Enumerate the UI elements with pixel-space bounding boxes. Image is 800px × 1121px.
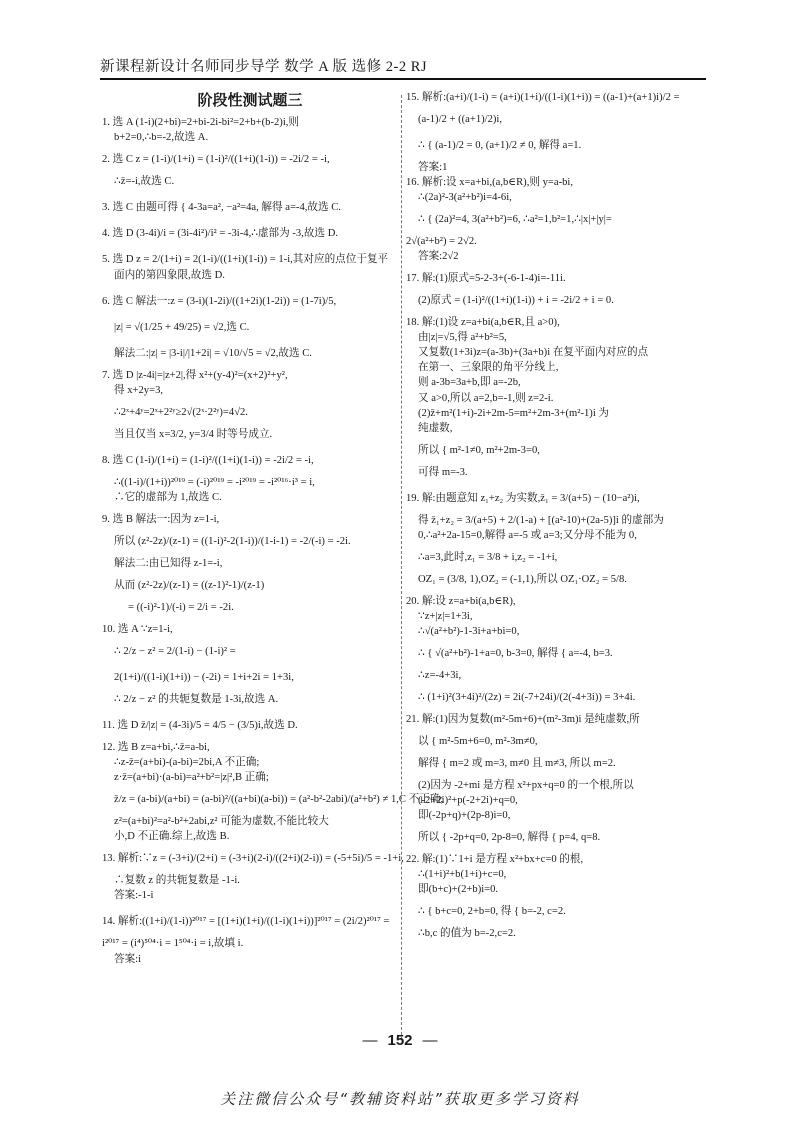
text-line: ∴ { √(a²+b²)-1+a=0, b-3=0, 解得 { a=-4, b=3. [418, 647, 613, 659]
text-line: 解法二:由已知得 z-1=-i, [114, 557, 223, 569]
page-number-value: 152 [387, 1032, 413, 1049]
text-line: ∴复数 z 的共轭复数是 -1-i. [114, 875, 240, 887]
text-line: ∴a=3,此时,z₁ = 3/8 + i,z₂ = -1+i, [418, 551, 558, 563]
text-line: b+2=0,∴b=-2,故选 A. [114, 132, 209, 144]
text-line: 8. 选 C (1-i)/(1+i) = (1-i)²/((1+i)(1-i)) = -2i/2 = -i, [102, 454, 314, 466]
text-line: 所以 (z²-2z)/(z-1) = ((1-i)²-2(1-i))/(1-i-1) = -2/(-i) = -2i. [114, 535, 351, 547]
section-title: 阶段性测试题三 [197, 91, 303, 109]
text-line: 从而 (z²-2z)/(z-1) = ((z-1)²-1)/(z-1) [114, 579, 265, 591]
text-line: 得 x+2y=3, [114, 384, 164, 396]
text-line: 21. 解:(1)因为复数(m²-5m+6)+(m²-3m)i 是纯虚数,所 [406, 714, 640, 725]
footer-promo: 关注微信公众号“教辅资料站”获取更多学习资料 [220, 1090, 580, 1108]
text-line: 15. 解析:(a+i)/(1-i) = (a+i)(1+i)/((1-i)(1+i)) = ((a-1)+(a+1)i)/2 = [406, 92, 680, 103]
text-line: 可得 m=-3. [418, 466, 468, 478]
text-line: 所以 { m²-1≠0, m²+2m-3=0, [418, 444, 540, 456]
text-line: 即(b+c)+(2+b)i=0. [418, 884, 499, 896]
text-line: 7. 选 D |z-4i|=|z+2|,得 x²+(y-4)²=(x+2)²+y², [102, 369, 288, 381]
text-line: 13. 解析:∵z = (-3+i)/(2+i) = (-3+i)(2-i)/((2+i)(2-i)) = (-5+5i)/5 = -1+i, [102, 853, 404, 865]
text-line: ∴它的虚部为 1,故选 C. [114, 491, 222, 503]
text-line: 所以 { -2p+q=0, 2p-8=0, 解得 { p=4, q=8. [418, 832, 601, 844]
text-line: ∴ 2/z − z² = 2/(1-i) − (1-i)² = [114, 646, 236, 658]
right-column [406, 90, 706, 941]
text-line: 纯虚数, [418, 422, 453, 434]
text-line: 5. 选 D z = 2/(1+i) = 2(1-i)/((1+i)(1-i)) = 1-i,其对应的点位于复平 [102, 254, 389, 266]
text-line: 19. 解:由题意知 z₁+z₂ 为实数,z̄₁ = 3/(a+5) − (10−a²)i, [406, 492, 640, 504]
right-column-body [406, 90, 706, 941]
text-line: 则 a-3b=3a+b,即 a=-2b, [418, 377, 521, 389]
text-line: 当且仅当 x=3/2, y=3/4 时等号成立. [114, 428, 273, 440]
text-line: OZ₁ = (3/8, 1),OZ₂ = (-1,1),所以 OZ₁·OZ₂ = 5/8. [418, 573, 627, 585]
text-line: 10. 选 A ∵z=1-i, [102, 624, 173, 636]
text-line: ∴z-z̄=(a+bi)-(a-bi)=2bi,A 不正确; [114, 757, 260, 769]
text-line: 2. 选 C z = (1-i)/(1+i) = (1-i)²/((1+i)(1-i)) = -2i/2 = -i, [102, 154, 330, 166]
text-line: ∴2ˣ+4ʸ=2ˣ+2²ʸ≥2√(2ˣ·2²ʸ)=4√2. [114, 406, 248, 418]
text-line: 得 z̄₁+z₂ = 3/(a+5) + 2/(1-a) + [(a²-10)+(2a-5)]i 的虚部为 [418, 514, 664, 526]
text-line: ∴b,c 的值为 b=-2,c=2. [418, 928, 516, 940]
text-line: (a-1)/2 + ((a+1)/2)i, [418, 114, 503, 126]
text-line: ∴z=-4+3i, [418, 669, 462, 681]
text-line: ∴ { (a-1)/2 = 0, (a+1)/2 ≠ 0, 解得 a=1. [418, 140, 582, 152]
text-line: 答案:i [114, 953, 142, 965]
text-line: 18. 解:(1)设 z=a+bi(a,b∈R,且 a>0), [406, 317, 560, 329]
page-header: 新课程新设计名师同步导学 数学 A 版 选修 2-2 RJ [100, 59, 428, 75]
text-line: z·z̄=(a+bi)·(a-bi)=a²+b²=|z|²,B 正确; [114, 772, 269, 784]
text-line: 答案:2√2 [418, 251, 459, 263]
text-line: 面内的第四象限,故选 D. [114, 269, 225, 281]
text-line: 2(1+i)/((1-i)(1+i)) − (-2i) = 1+i+2i = 1+3i, [114, 672, 294, 684]
text-line: 在第一、三象限的角平分线上, [418, 362, 559, 374]
text-line: ∴√(a²+b²)-1-3i+a+bi=0, [418, 625, 520, 637]
text-line: ∴ 2/z − z² 的共轭复数是 1-3i,故选 A. [114, 694, 279, 706]
text-line: 以 { m²-5m+6=0, m²-3m≠0, [418, 736, 538, 748]
text-line: ∴ { (2a)²=4, 3(a²+b²)=6, ∴a²=1,b²=1,∴|x|+|y|= [418, 214, 612, 226]
text-line: 17. 解:(1)原式=5-2-3+(-6-1-4)i=-11i. [406, 273, 566, 285]
text-line: = ((-i)²-1)/(-i) = 2/i = -2i. [128, 601, 234, 613]
text-line: (2)原式 = (1-i)²/((1+i)(1-i)) + i = -2i/2 + i = 0. [418, 295, 614, 307]
text-line: |z| = √(1/25 + 49/25) = √2,选 C. [114, 321, 250, 333]
text-line: 解得 { m=2 或 m=3, m≠0 且 m≠3, 所以 m=2. [418, 758, 616, 770]
text-line: 12. 选 B z=a+bi,∴z̄=a-bi, [102, 742, 210, 754]
text-line: z²=(a+bi)²=a²-b²+2abi,z² 可能为虚数,不能比较大 [114, 816, 329, 828]
text-line: 9. 选 B 解法一:因为 z=1-i, [102, 513, 220, 525]
text-line: 4. 选 D (3-4i)/i = (3i-4i²)/i² = -3i-4,∴虚部为 -3,故选 D. [102, 228, 339, 240]
page-number: — 152 — [362, 1032, 438, 1049]
column-divider [401, 95, 402, 1040]
text-line: ∵z+|z|=1+3i, [418, 610, 473, 622]
text-line: 11. 选 D z̄/|z| = (4-3i)/5 = 4/5 − (3/5)i,故选 D. [102, 720, 298, 732]
text-line: 答案:-1-i [114, 890, 154, 902]
text-line: ∴ (1+i)²(3+4i)²/(2z) = 2i(-7+24i)/(2(-4+3i)) = 3+4i. [418, 691, 636, 703]
header-rule [100, 78, 706, 80]
text-line: ∴(2a)²-3(a²+b²)i=4-6i, [418, 192, 512, 204]
text-line: (-2+2i)²+p(-2+2i)+q=0, [418, 795, 518, 807]
text-line: 14. 解析:((1+i)/(1-i))²⁰¹⁷ = [(1+i)(1+i)/((1-i)(1+i))]²⁰¹⁷ = (2i/2)²⁰¹⁷ = [102, 916, 390, 928]
text-line: 解法二:|z| = |3-i|/|1+2i| = √10/√5 = √2,故选 C. [114, 347, 312, 359]
text-line: 0,∴a²+2a-15=0,解得 a=-5 或 a=3;又分母不能为 0, [418, 529, 637, 541]
text-line: 20. 解:设 z=a+bi(a,b∈R), [406, 595, 516, 607]
text-line: ∴ { b+c=0, 2+b=0, 得 { b=-2, c=2. [418, 906, 566, 918]
text-line: ∴(1+i)²+b(1+i)+c=0, [418, 869, 507, 881]
text-line: (2)z̄+m²(1+i)-2i+2m-5=m²+2m-3+(m²-1)i 为 [418, 407, 610, 419]
text-line: 又复数(1+3i)z=(a-3b)+(3a+b)i 在复平面内对应的点 [418, 347, 649, 359]
text-line: 小,D 不正确.综上,故选 B. [114, 831, 230, 843]
text-line: 3. 选 C 由题可得 { 4-3a=a², −a²=4a, 解得 a=-4,故选 C. [102, 202, 341, 214]
text-line: i²⁰¹⁷ = (i⁴)⁵⁰⁴·i = 1⁵⁰⁴·i = i,故填 i. [102, 938, 244, 950]
text-line: 2√(a²+b²) = 2√2. [406, 236, 477, 248]
text-line: 22. 解:(1)∵1+i 是方程 x²+bx+c=0 的根, [406, 854, 584, 866]
text-line: 答案:1 [418, 162, 448, 174]
text-line: 由|z|=√5,得 a²+b²=5, [418, 332, 507, 344]
text-line: 又 a>0,所以 a=2,b=-1,则 z=2-i. [418, 392, 554, 404]
text-line: 1. 选 A (1-i)(2+bi)=2+bi-2i-bi²=2+b+(b-2)i,则 [102, 117, 300, 129]
text-line: ∴z̄=-i,故选 C. [114, 176, 175, 188]
text-line: z̄/z = (a-bi)/(a+bi) = (a-bi)²/((a+bi)(a-bi)) = (a²-b²-2abi)/(a²+b²) ≠ 1,C 不正确; [114, 794, 444, 806]
text-line: 6. 选 C 解法一:z = (3-i)(1-2i)/((1+2i)(1-2i)) = (1-7i)/5, [102, 295, 337, 307]
text-line: (2)因为 -2+mi 是方程 x²+px+q=0 的一个根,所以 [418, 780, 634, 792]
text-line: 16. 解析:设 x=a+bi,(a,b∈R),则 y=a-bi, [406, 177, 573, 189]
text-line: ∴((1-i)/(1+i))²⁰¹⁹ = (-i)²⁰¹⁹ = -i²⁰¹⁹ = -i²⁰¹⁶·i³ = i, [114, 476, 315, 488]
text-line: 即(-2p+q)+(2p-8)i=0, [418, 810, 511, 822]
